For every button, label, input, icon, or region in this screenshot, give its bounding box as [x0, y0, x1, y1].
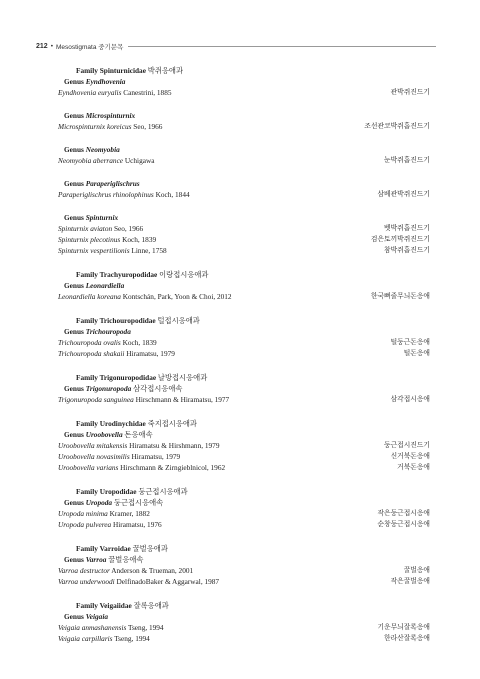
species-left — [58, 508, 150, 519]
family-heading — [58, 543, 430, 554]
species-korean-name: 참박쥐흡진드기 — [384, 247, 430, 254]
species-author: Tseng, 1994 — [114, 634, 150, 643]
species-author: Koch, 1839 — [122, 338, 157, 347]
species-author: Canestrini, 1885 — [123, 88, 172, 97]
species-entry — [58, 348, 430, 359]
genus-heading — [58, 383, 430, 394]
species-korean-name: 꿀벌응애 — [403, 567, 430, 574]
species-author: Koch, 1844 — [155, 190, 190, 199]
species-name: Veigaia anmashanensis — [58, 623, 127, 632]
species-entry — [58, 622, 430, 633]
family-heading — [58, 315, 430, 326]
species-left — [58, 189, 190, 200]
genus-heading — [58, 110, 430, 121]
species-entry — [58, 121, 430, 132]
family-korean-name: 잘록응애과 — [133, 601, 169, 610]
family-name: Family Uropodidae — [76, 487, 137, 496]
genus-heading — [58, 429, 430, 440]
family-name: Family Veigaiidae — [76, 601, 132, 610]
family-name: Family Varroidae — [76, 544, 131, 553]
family-block — [58, 418, 430, 473]
family-name: Family Urodinychidae — [76, 419, 146, 428]
species-entry — [58, 508, 430, 519]
species-name: Spinturnix plecotinus — [58, 235, 121, 244]
species-korean-name: 조선관코박쥐흡진드기 — [364, 123, 430, 130]
species-entry — [58, 87, 430, 98]
species-left — [58, 576, 219, 587]
genus-heading — [58, 178, 430, 189]
genus-name: Trichouropoda — [85, 327, 131, 336]
genus-label: Genus — [64, 281, 86, 290]
species-left — [58, 462, 225, 473]
species-korean-name: 둥근접시진드기 — [384, 442, 430, 449]
species-left — [58, 394, 229, 405]
species-author: Anderson & Trueman, 2001 — [111, 566, 194, 575]
species-left — [58, 337, 157, 348]
species-entry — [58, 633, 430, 644]
header-separator: • — [50, 42, 53, 50]
genus-name: Neomyobia — [85, 145, 120, 154]
species-entry — [58, 565, 430, 576]
species-entry — [58, 440, 430, 451]
species-author: Hiramatsu, 1979 — [126, 349, 175, 358]
species-korean-name: 관박쥐진드기 — [390, 89, 430, 96]
species-entry — [58, 189, 430, 200]
species-author: Hiramatsu, 1976 — [113, 520, 162, 529]
species-korean-name: 삼각접시응애 — [390, 396, 430, 403]
species-left — [58, 451, 180, 462]
family-korean-name: 털접시응애과 — [157, 316, 200, 325]
genus-label: Genus — [64, 179, 86, 188]
species-korean-name: 털둥근돈응애 — [390, 339, 430, 346]
species-entry — [58, 394, 430, 405]
species-entry — [58, 234, 430, 245]
genus-name: Trigonuropoda — [85, 384, 132, 393]
species-entry — [58, 155, 430, 166]
species-left — [58, 348, 175, 359]
genus-heading — [58, 497, 430, 508]
species-author: Hirschmann & Hiramatsu, 1977 — [135, 395, 230, 404]
page-number: 212 — [36, 42, 48, 50]
species-entry — [58, 576, 430, 587]
species-author: DelfinadoBaker & Aggarwal, 1987 — [116, 577, 220, 586]
header-rule — [128, 46, 436, 47]
genus-name: Uroobovella — [85, 430, 123, 439]
genus-heading — [58, 554, 430, 565]
species-left — [58, 291, 232, 302]
genus-name: Uropoda — [85, 498, 113, 507]
species-author: Hiramatsu, 1979 — [131, 452, 181, 461]
species-korean-name: 순창둥근접시응애 — [377, 521, 430, 528]
species-name: Uroobovella mitakensis — [58, 441, 128, 450]
genus-label: Genus — [64, 430, 86, 439]
genus-korean-name: 삼각접시응애속 — [133, 384, 183, 393]
genus-korean-name: 둥근접시응애속 — [113, 498, 164, 507]
species-entry — [58, 223, 430, 234]
family-block — [58, 486, 430, 530]
genus-label: Genus — [64, 612, 86, 621]
species-left — [58, 633, 150, 644]
species-left — [58, 155, 154, 166]
genus-heading — [58, 326, 430, 337]
species-left — [58, 565, 193, 576]
species-left — [58, 622, 164, 633]
family-block — [58, 269, 430, 302]
family-korean-name: 죽지접시응애과 — [147, 419, 197, 428]
species-korean-name: 신거북돈응애 — [390, 453, 430, 460]
species-entry — [58, 291, 430, 302]
species-name: Eyndhovenia euryalis — [58, 88, 122, 97]
species-korean-name: 작은둥근접시응애 — [377, 510, 430, 517]
species-entry — [58, 337, 430, 348]
species-left — [58, 234, 156, 245]
species-author: Tseng, 1994 — [128, 623, 164, 632]
running-header — [36, 40, 436, 52]
species-korean-name: 벳박쥐흡진드기 — [384, 225, 430, 232]
species-korean-name: 한라산잘록응애 — [384, 635, 430, 642]
species-author: Linne, 1758 — [131, 246, 167, 255]
species-author: Koch, 1839 — [122, 235, 157, 244]
species-entry — [58, 519, 430, 530]
genus-spacer — [58, 200, 430, 212]
genus-label: Genus — [64, 111, 86, 120]
species-name: Spinturnix aviaton — [58, 224, 113, 233]
species-name: Uroobovella novasimilis — [58, 452, 130, 461]
species-left — [58, 519, 162, 530]
genus-label: Genus — [64, 213, 86, 222]
genus-heading — [58, 144, 430, 155]
family-korean-name: 둥근접시응애과 — [138, 487, 188, 496]
genus-spacer — [58, 132, 430, 144]
family-block — [58, 65, 430, 256]
family-name: Family Spinturnicidae — [76, 66, 146, 75]
family-block — [58, 372, 430, 405]
family-heading — [58, 269, 430, 280]
species-korean-name: 기운무늬잘록응애 — [377, 624, 430, 631]
species-name: Paraperiglischrus rhinolophinus — [58, 190, 154, 199]
genus-label: Genus — [64, 498, 86, 507]
family-name: Family Trachyuropodidae — [76, 270, 158, 279]
genus-name: Veigaia — [85, 612, 108, 621]
genus-label: Genus — [64, 555, 86, 564]
genus-korean-name: 돈응애속 — [124, 430, 153, 439]
species-korean-name: 거북돈응애 — [397, 464, 430, 471]
species-left — [58, 245, 167, 256]
species-author: Uchigawa — [124, 156, 155, 165]
species-korean-name: 눈박쥐흡진드기 — [384, 157, 430, 164]
family-name: Family Trigonuropodidae — [76, 373, 157, 382]
species-name: Neomyobia aberrance — [58, 156, 124, 165]
family-block — [58, 315, 430, 359]
species-author: Hirschmann & Zirngieblnicol, 1962 — [120, 463, 226, 472]
family-heading — [58, 600, 430, 611]
family-korean-name: 박쥐응애과 — [147, 66, 184, 75]
species-name: Uropoda minima — [58, 509, 108, 518]
species-left — [58, 223, 143, 234]
species-entry — [58, 451, 430, 462]
genus-label: Genus — [64, 145, 86, 154]
species-author: Seo, 1966 — [113, 224, 144, 233]
running-title: Mesostigmata 중기문목 — [55, 43, 124, 51]
species-author: Hiramatsu & Hirshmann, 1979 — [129, 441, 220, 450]
family-heading — [58, 65, 430, 76]
species-author: Seo, 1966 — [133, 122, 163, 131]
genus-spacer — [58, 166, 430, 178]
species-name: Trichouropoda ovalis — [58, 338, 121, 347]
family-heading — [58, 486, 430, 497]
species-name: Varroa destructor — [58, 566, 110, 575]
species-name: Trigonuropoda sanguinea — [58, 395, 134, 404]
family-name: Family Trichouropodidae — [76, 316, 156, 325]
species-left — [58, 121, 162, 132]
genus-korean-name: 꿀벌응애속 — [108, 555, 144, 564]
genus-name: Leonardiella — [85, 281, 125, 290]
genus-spacer — [58, 98, 430, 110]
species-name: Leonardiella koreana — [58, 292, 121, 301]
species-author: Kramer, 1882 — [109, 509, 150, 518]
species-name: Spinturnix vespertilionis — [58, 246, 130, 255]
species-name: Microspinturnix koreicus — [58, 122, 132, 131]
species-name: Uroobovella varians — [58, 463, 119, 472]
family-heading — [58, 418, 430, 429]
species-author: Kontschán, Park, Yoon & Choi, 2012 — [122, 292, 232, 301]
species-korean-name: 한국뼈줄무늬돈응애 — [370, 293, 430, 300]
genus-heading — [58, 611, 430, 622]
species-korean-name: 삼베관박쥐진드기 — [377, 191, 430, 198]
species-entry — [58, 462, 430, 473]
family-heading — [58, 372, 430, 383]
family-block — [58, 600, 430, 644]
genus-name: Microspinturnix — [85, 111, 136, 120]
species-checklist — [58, 65, 430, 657]
species-name: Uropoda pulverea — [58, 520, 112, 529]
species-korean-name: 검은토끼박쥐진드기 — [370, 236, 430, 243]
genus-name: Varroa — [85, 555, 107, 564]
genus-heading — [58, 280, 430, 291]
genus-name: Paraperiglischrus — [85, 179, 140, 188]
species-name: Veigaia carpillaris — [58, 634, 113, 643]
family-block — [58, 543, 430, 587]
genus-label: Genus — [64, 384, 86, 393]
genus-name: Eyndhovenia — [85, 77, 126, 86]
species-korean-name: 털돈응애 — [403, 350, 430, 357]
genus-heading — [58, 212, 430, 223]
genus-label: Genus — [64, 77, 86, 86]
genus-heading — [58, 76, 430, 87]
species-korean-name: 작은꿀벌응애 — [390, 578, 430, 585]
family-korean-name: 날방접시응애과 — [157, 373, 208, 382]
family-korean-name: 이랑접시응애과 — [159, 270, 209, 279]
genus-label: Genus — [64, 327, 86, 336]
genus-name: Spinturnix — [85, 213, 119, 222]
family-korean-name: 꿀벌응애과 — [132, 544, 168, 553]
species-entry — [58, 245, 430, 256]
species-left — [58, 87, 172, 98]
species-name: Varroa underwoodi — [58, 577, 115, 586]
species-name: Trichouropoda shakaii — [58, 349, 125, 358]
species-left — [58, 440, 219, 451]
